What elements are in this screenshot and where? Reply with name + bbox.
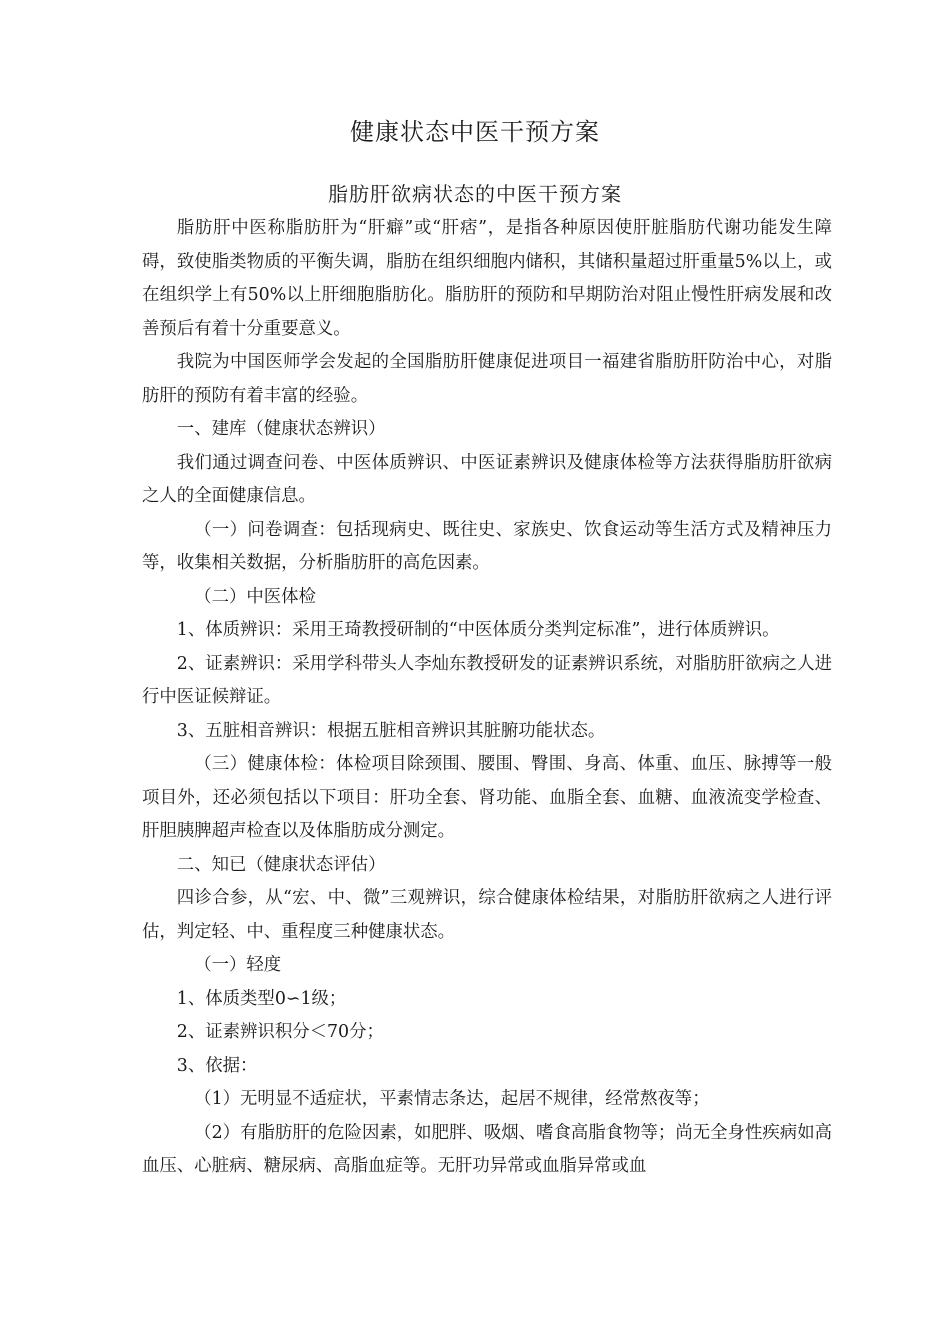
list-item-mild-3: 3、依据： <box>176 1055 258 1076</box>
subheading-mild: （一）轻度 <box>194 955 282 975</box>
document-title: 健康状态中医干预方案 <box>350 118 600 146</box>
list-item-mild-1: 1、体质类型0∽1级； <box>176 988 347 1009</box>
list-item-syndrome: 2、证素辨识：采用学科带头人李灿东教授研发的证素辨识系统，对脂肪肝欲病之人进行中医证候辩证。 <box>142 653 832 707</box>
section-heading-2: 二、知已（健康状态评估） <box>176 854 386 875</box>
paragraph-hospital-intro: 我院为中国医师学会发起的全国脂肪肝健康促进项目一福建省脂肪肝防治中心，对脂肪肝的预防有着丰富的经验。 <box>142 352 832 406</box>
paragraph-health-exam: （三）健康体检：体检项目除颈围、腰围、臀围、身高、体重、血压、脉搏等一般项目外，还必须包括以下项目：肝功全套、肾功能、血脂全套、血糖、血液流变学检查、肝胆胰脾超声检查以及体脂肪成分测定。 <box>142 754 832 841</box>
list-item-mild-2: 2、证素辨识积分＜70分； <box>176 1022 384 1042</box>
list-item-basis-2: （2）有脂肪肝的危险因素，如肥胖、吸烟、嗜食高脂食物等；尚无全身性疾病如高血压、心脏病、糖尿病、高脂血症等。无肝功异常或血脂异常或血 <box>142 1122 832 1176</box>
subheading-tcm-exam: （二）中医体检 <box>194 586 316 607</box>
paragraph-assessment: 四诊合参，从“宏、中、微”三观辨识，综合健康体检结果，对脂肪肝欲病之人进行评估，判定轻、中、重程度三种健康状态。 <box>142 888 832 942</box>
list-item-five-organs: 3、五脏相音辨识：根据五脏相音辨识其脏腑功能状态。 <box>176 720 606 741</box>
paragraph-definition: 脂肪肝中医称脂肪肝为“肝癖”或“肝痞”，是指各种原因使肝脏脂肪代谢功能发生障碍，致使脂类物质的平衡失调，脂肪在组织细胞内储积，其储积量超过肝重量5%以上，或在组织学上有50%以上肝细胞脂肪化。脂肪肝的预防和早期防治对阻止慢性肝病发展和改善预后有着十分重要意义。 <box>142 218 832 339</box>
paragraph-methods: 我们通过调查问卷、中医体质辨识、中医证素辨识及健康体检等方法获得脂肪肝欲病之人的全面健康信息。 <box>142 452 832 506</box>
document-body <box>142 212 832 1184</box>
document-subtitle: 脂肪肝欲病状态的中医干预方案 <box>328 182 622 206</box>
list-item-constitution: 1、体质辨识：采用王琦教授研制的“中医体质分类判定标准”，进行体质辨识。 <box>176 620 780 640</box>
list-item-basis-1: （1）无明显不适症状，平素情志条达，起居不规律，经常熬夜等； <box>194 1089 710 1109</box>
section-heading-1: 一、建库（健康状态辨识） <box>176 419 386 439</box>
paragraph-questionnaire: （一）问卷调查：包括现病史、既往史、家族史、饮食运动等生活方式及精神压力等，收集相关数据，分析脂肪肝的高危因素。 <box>142 519 832 573</box>
